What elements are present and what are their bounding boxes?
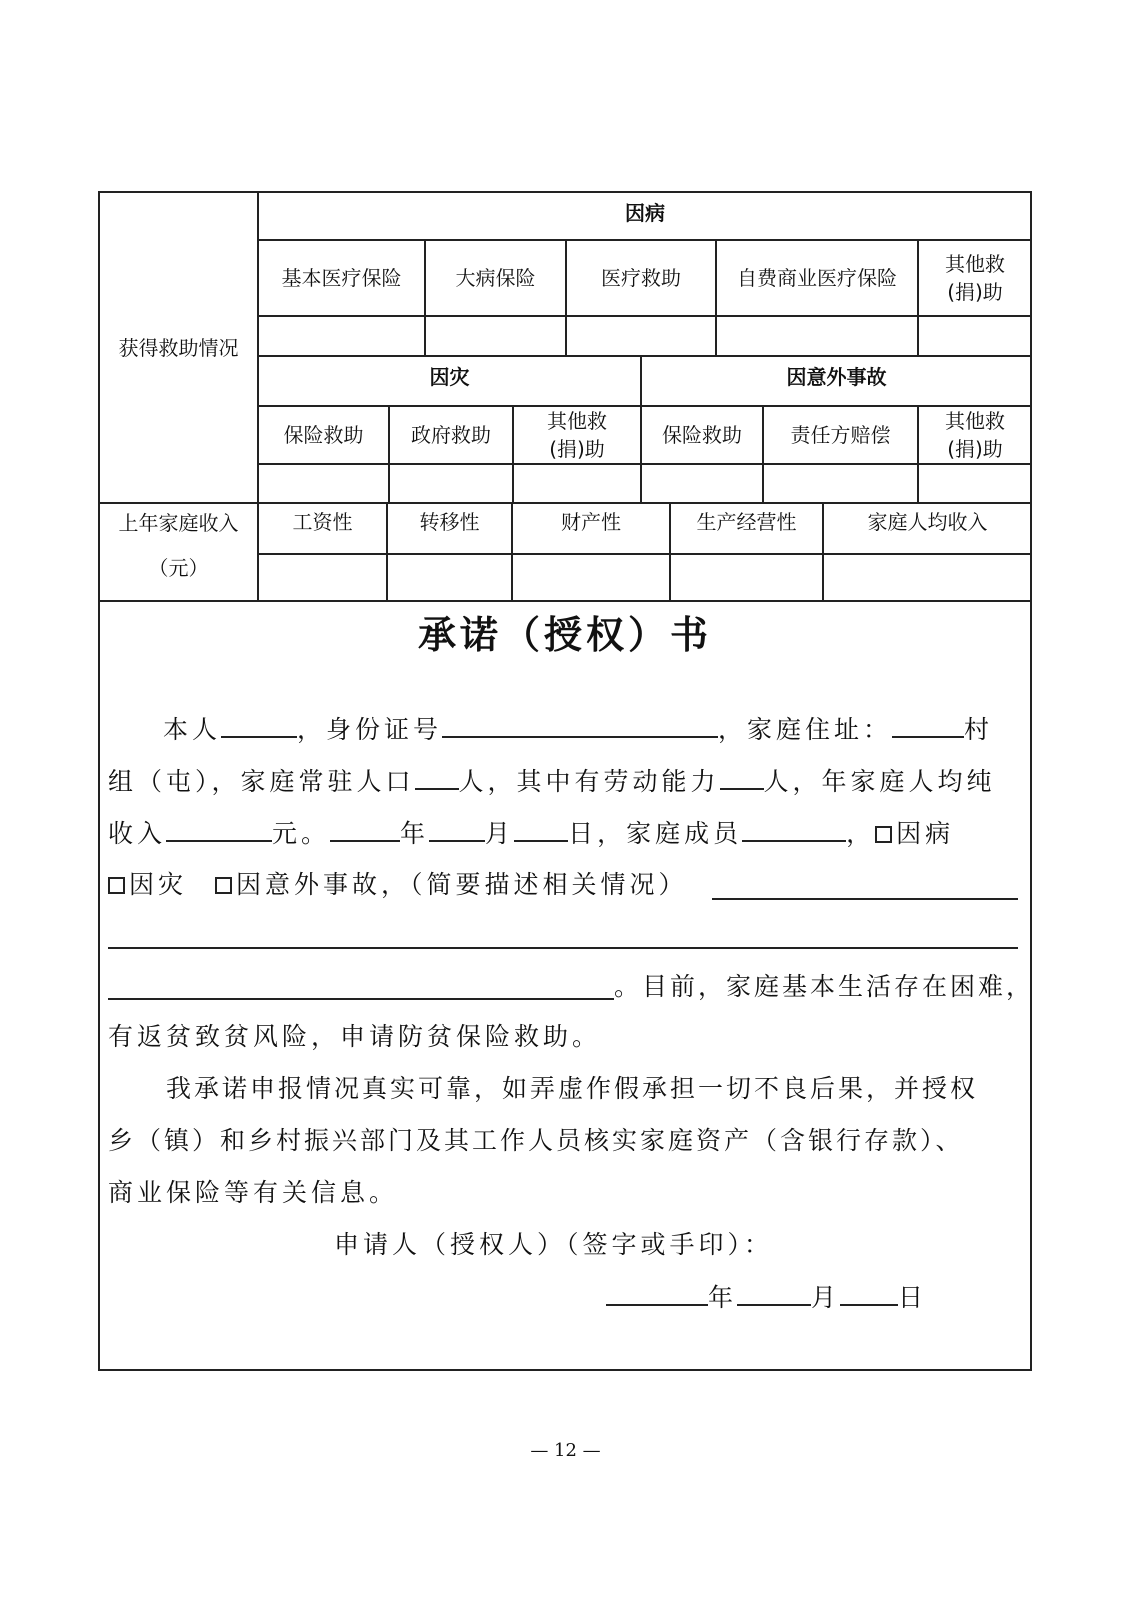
description-blank[interactable] [712, 898, 1018, 900]
text: 年 [708, 1283, 738, 1312]
text: 元。 [272, 819, 331, 848]
text: 因意外事故，（简要描述相关情况） [236, 870, 688, 899]
text: 因灾 [129, 870, 188, 899]
id-number-blank[interactable] [442, 712, 718, 738]
text: ，家庭住址： [718, 715, 893, 744]
text: 月 [811, 1283, 841, 1312]
text: 日 [898, 1283, 928, 1312]
text: 年 [400, 819, 430, 848]
col-accident-insurance-aid: 保险救助 [662, 423, 742, 447]
col-disaster-other-aid: 其他救 (捐)助 [547, 409, 607, 461]
text: 人，年家庭人均纯 [763, 767, 996, 796]
pledge-line-8: 我承诺申报情况真实可靠，如弄虚作假承担一切不良后果，并授权 [166, 1074, 979, 1103]
pledge-line-10: 商业保险等有关信息。 [108, 1178, 399, 1207]
sign-month-blank[interactable] [737, 1280, 811, 1306]
description-blank[interactable] [108, 947, 1018, 949]
rule [98, 600, 1031, 602]
labor-count-blank[interactable] [720, 764, 764, 790]
text: 日，家庭成员 [568, 819, 743, 848]
rule [257, 463, 1031, 465]
household-size-blank[interactable] [415, 764, 459, 790]
relief-label: 获得救助情况 [118, 335, 239, 360]
address-blank[interactable] [892, 712, 964, 738]
col-per-capita-income: 家庭人均收入 [867, 510, 988, 534]
year-blank[interactable] [330, 816, 400, 842]
pledge-line-3 [108, 816, 954, 851]
col-government-aid: 政府救助 [411, 423, 491, 447]
illness-checkbox[interactable] [875, 826, 892, 843]
disaster-header: 因灾 [429, 365, 470, 389]
accident-header: 因意外事故 [786, 365, 887, 389]
col-basic-medical-insurance: 基本医疗保险 [281, 266, 402, 290]
text: ， [846, 819, 876, 848]
sign-year-blank[interactable] [606, 1280, 708, 1306]
signature-label: 申请人（授权人）（签字或手印）： [334, 1230, 774, 1259]
month-blank[interactable] [429, 816, 485, 842]
description-blank[interactable] [108, 998, 614, 1000]
col-transfer-income: 转移性 [419, 510, 480, 534]
pledge-line-1 [163, 712, 993, 747]
page-number: — 12 — [530, 1440, 601, 1461]
illness-header: 因病 [625, 201, 665, 225]
signature-date [606, 1280, 927, 1315]
text: 因病 [896, 819, 955, 848]
text: ，身份证号 [297, 715, 443, 744]
income-blank[interactable] [166, 816, 272, 842]
col-medical-assistance: 医疗救助 [601, 266, 681, 290]
day-blank[interactable] [514, 816, 568, 842]
pledge-line-2 [108, 764, 996, 799]
name-blank[interactable] [221, 712, 297, 738]
pledge-line-6: 。目前，家庭基本生活存在困难， [614, 972, 1035, 1001]
pledge-line-7: 有返贫致贫风险，申请防贫保险救助。 [108, 1022, 602, 1051]
disaster-checkbox[interactable] [108, 877, 125, 894]
text: 人，其中有劳动能力 [458, 767, 720, 796]
col-wage-income: 工资性 [292, 510, 353, 534]
col-accident-other-aid: 其他救 (捐)助 [945, 409, 1005, 461]
text: 村 [964, 715, 994, 744]
rule [257, 553, 1031, 555]
income-label-line1: 上年家庭收入 [118, 511, 239, 535]
col-business-income: 生产经营性 [696, 510, 797, 534]
pledge-line-9: 乡（镇）和乡村振兴部门及其工作人员核实家庭资产（含银行存款）、 [108, 1126, 964, 1155]
text: 组（屯），家庭常驻人口 [108, 767, 415, 796]
col-property-income: 财产性 [561, 510, 621, 534]
sign-day-blank[interactable] [840, 1280, 898, 1306]
pledge-line-4 [108, 868, 688, 902]
income-label-line2: （元） [148, 556, 209, 580]
text: 本人 [163, 715, 222, 744]
rule [257, 315, 1031, 317]
accident-checkbox[interactable] [215, 877, 232, 894]
family-member-blank[interactable] [742, 816, 846, 842]
col-illness-other-aid: 其他救 (捐)助 [945, 252, 1005, 304]
pledge-title: 承诺（授权）书 [417, 612, 712, 657]
col-disaster-insurance-aid: 保险救助 [283, 423, 364, 447]
col-liability-compensation: 责任方赔偿 [790, 423, 891, 447]
col-serious-illness-insurance: 大病保险 [455, 266, 536, 290]
text: 月 [485, 819, 515, 848]
text: 收入 [108, 819, 167, 848]
col-commercial-medical-insurance: 自费商业医疗保险 [737, 266, 897, 290]
